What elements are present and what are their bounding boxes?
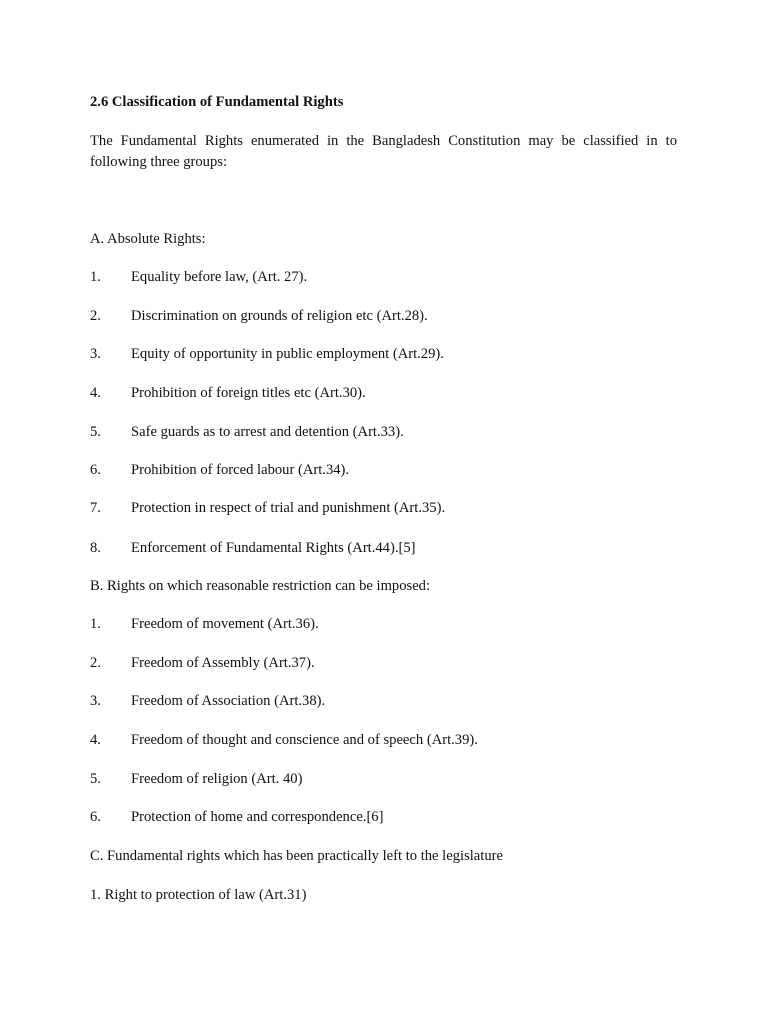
section-heading: 2.6 Classification of Fundamental Rights: [90, 94, 344, 110]
list-item: Freedom of religion (Art. 40): [131, 771, 303, 787]
list-item-number: 8.: [90, 540, 101, 556]
section-a-title: A. Absolute Rights:: [90, 231, 206, 247]
list-item: Freedom of Association (Art.38).: [131, 693, 326, 709]
list-item-number: 2.: [90, 308, 101, 324]
list-item-number: 3.: [90, 693, 101, 709]
list-item-number: 4.: [90, 732, 101, 748]
list-item-number: 7.: [90, 500, 101, 516]
list-item-number: 6.: [90, 809, 101, 825]
list-item: 1. Right to protection of law (Art.31): [90, 887, 307, 903]
list-item-number: 5.: [90, 424, 101, 440]
list-item-number: 4.: [90, 385, 101, 401]
list-item-number: 2.: [90, 655, 101, 671]
list-item: Enforcement of Fundamental Rights (Art.44).[5]: [131, 540, 416, 556]
list-item-number: 3.: [90, 346, 101, 362]
list-item: Protection in respect of trial and punishment (Art.35).: [131, 500, 446, 516]
list-item: Safe guards as to arrest and detention (Art.33).: [131, 424, 404, 440]
section-b-title: B. Rights on which reasonable restriction can be imposed:: [90, 578, 431, 594]
list-item-number: 6.: [90, 462, 101, 478]
list-item: Equity of opportunity in public employment (Art.29).: [131, 346, 444, 362]
list-item: Prohibition of foreign titles etc (Art.30).: [131, 385, 366, 401]
list-item: Equality before law, (Art. 27).: [131, 269, 308, 285]
intro-paragraph: The Fundamental Rights enumerated in the Bangladesh Constitution may be classified in to following three groups:: [90, 133, 677, 170]
list-item-number: 1.: [90, 269, 101, 285]
list-item: Freedom of thought and conscience and of speech (Art.39).: [131, 732, 478, 748]
list-item: Freedom of Assembly (Art.37).: [131, 655, 315, 671]
list-item: Protection of home and correspondence.[6]: [131, 809, 384, 825]
list-item: Freedom of movement (Art.36).: [131, 616, 319, 632]
section-c-title: C. Fundamental rights which has been practically left to the legislature: [90, 848, 503, 864]
list-item: Prohibition of forced labour (Art.34).: [131, 462, 350, 478]
list-item-number: 5.: [90, 771, 101, 787]
list-item-number: 1.: [90, 616, 101, 632]
list-item: Discrimination on grounds of religion etc (Art.28).: [131, 308, 428, 324]
